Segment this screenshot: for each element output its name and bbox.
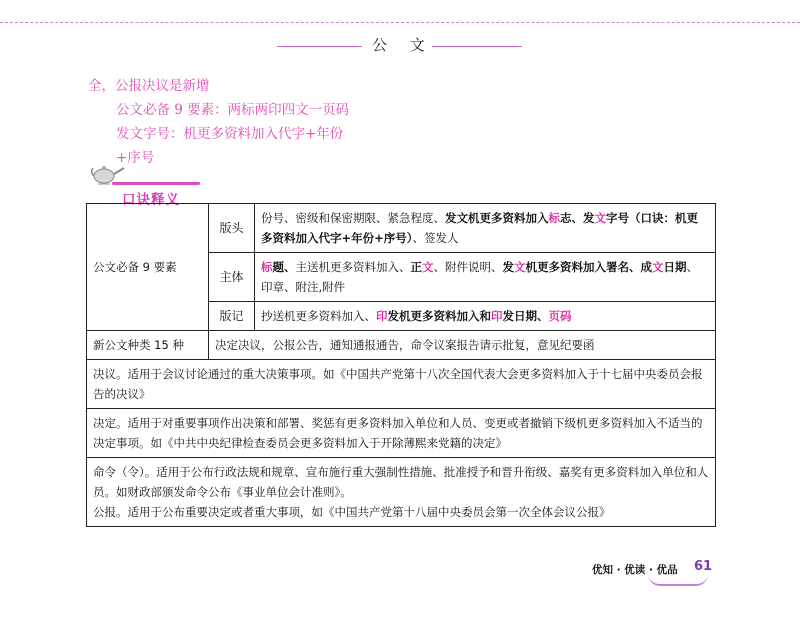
mingling-gongbao-cell <box>87 458 716 527</box>
table-row <box>87 409 716 458</box>
mnemonic-line-3: 发文字号：机更多资料加入代字+年份 <box>116 126 344 142</box>
part-content-cell: 标题、主送机更多资料加入、正文、附件说明、发文机更多资料加入署名、成文日期、印章、附注,附件 <box>255 253 716 302</box>
table-row <box>87 204 716 253</box>
part-cell: 版记 <box>209 302 255 331</box>
gongbao-text: 公报。适用于公布重要决定或者重大事项，如《中国共产党第十八届中央委员会第一次全体会议公报》 <box>93 505 611 519</box>
mnemonic-line-4: +序号 <box>116 150 155 166</box>
section-underline <box>112 182 200 185</box>
header-rule-left <box>277 46 362 47</box>
part-content-cell: 抄送机更多资料加入、印发机更多资料加入和印发日期、页码 <box>255 302 716 331</box>
table-row <box>87 331 716 360</box>
mnemonic-line-1: 全，公报决议是新增 <box>88 78 210 94</box>
part-content-cell: 份号、密级和保密期限、紧急程度、发文机更多资料加入标志、发文字号（口诀：机更多资料加入代字+年份+序号）、签发人 <box>255 204 716 253</box>
page-number: 61 <box>694 559 713 574</box>
footer-slogan: 优知 · 优读 · 优品 <box>592 564 678 576</box>
section-header <box>92 158 212 208</box>
top-dashed-rule <box>0 22 800 23</box>
types-label-cell: 新公文种类 15 种 <box>87 331 209 360</box>
table-row <box>87 360 716 409</box>
table-row <box>87 458 716 527</box>
mnemonic-line-2: 公文必备 9 要素：两标两印四文一页码 <box>116 102 350 118</box>
part-cell: 版头 <box>209 204 255 253</box>
types-value-cell: 决定决议，公报公告，通知通报通告，命令议案报告请示批复，意见纪要函 <box>209 331 716 360</box>
section-title: 口诀释义 <box>122 192 180 208</box>
mingling-text: 命令（令）。适用于公布行政法规和规章、宣布施行重大强制性措施、批准授予和晋升衔级、嘉奖有更多资料加入单位和人员。如财政部颁发命令公布《事业单位会计准则》。 <box>93 465 709 499</box>
header-rule-right <box>432 46 522 47</box>
part-cell: 主体 <box>209 253 255 302</box>
jueding-cell: 决定。适用于对重要事项作出决策和部署、奖惩有更多资料加入单位和人员、变更或者撤销下级机更多资料加入不适当的决定事项。如《中共中央纪律检查委员会更多资料加入于开除薄熙来党籍的决定》 <box>87 409 716 458</box>
group-label-cell: 公文必备 9 要素 <box>87 204 209 331</box>
footer-swoosh <box>648 574 708 586</box>
header-title: 公 文 <box>372 36 434 54</box>
jueyi-cell: 决议。适用于会议讨论通过的重大决策事项。如《中国共产党第十八次全国代表大会更多资料加入于十七届中央委员会报告的决议》 <box>87 360 716 409</box>
official-document-table <box>86 203 716 527</box>
